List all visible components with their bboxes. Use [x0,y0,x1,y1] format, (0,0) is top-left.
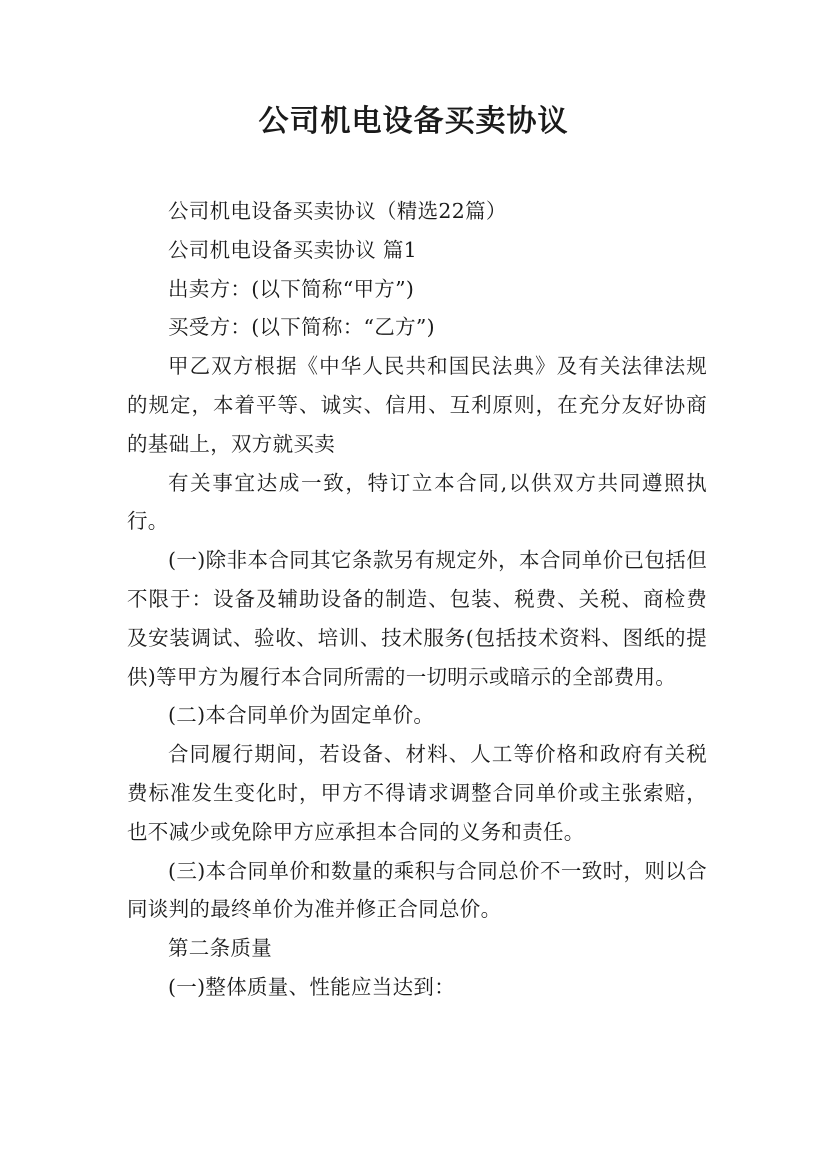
document-title: 公司机电设备买卖协议 [258,104,569,139]
paragraph: 买受方：(以下简称：“乙方”) [168,315,435,340]
paragraph: (一)整体质量、性能应当达到： [168,974,455,999]
paragraph: 第二条质量 [168,936,272,961]
paragraph: 有关事宜达成一致，特订立本合同,以供双方共同遵照执行。 [127,470,707,534]
paragraph: 公司机电设备买卖协议（精选22篇） [168,199,507,223]
paragraph: (三)本合同单价和数量的乘积与合同总价不一致时，则以合同谈判的最终单价为准并修正合同总价。 [127,858,707,922]
paragraph: 公司机电设备买卖协议 篇1 [168,237,417,262]
paragraph: (一)除非本合同其它条款另有规定外，本合同单价已包括但不限于：设备及辅助设备的制造、包装、税费、关税、商检费及安装调试、验收、培训、技术服务(包括技术资料、图纸的提供)等甲方为履行本合同所需的一切明示或暗示的全部费用。 [127,548,707,689]
paragraph: 甲乙双方根据《中华人民共和国民法典》及有关法律法规的规定，本着平等、诚实、信用、互利原则，在充分友好协商的基础上，双方就买卖 [127,354,707,456]
paragraph: (二)本合同单价为固定单价。 [168,703,435,728]
document-body [127,192,707,1007]
paragraph: 合同履行期间，若设备、材料、人工等价格和政府有关税费标准发生变化时，甲方不得请求调整合同单价或主张索赔，也不减少或免除甲方应承担本合同的义务和责任。 [127,742,707,844]
paragraph: 出卖方：(以下简称“甲方”) [168,276,415,301]
